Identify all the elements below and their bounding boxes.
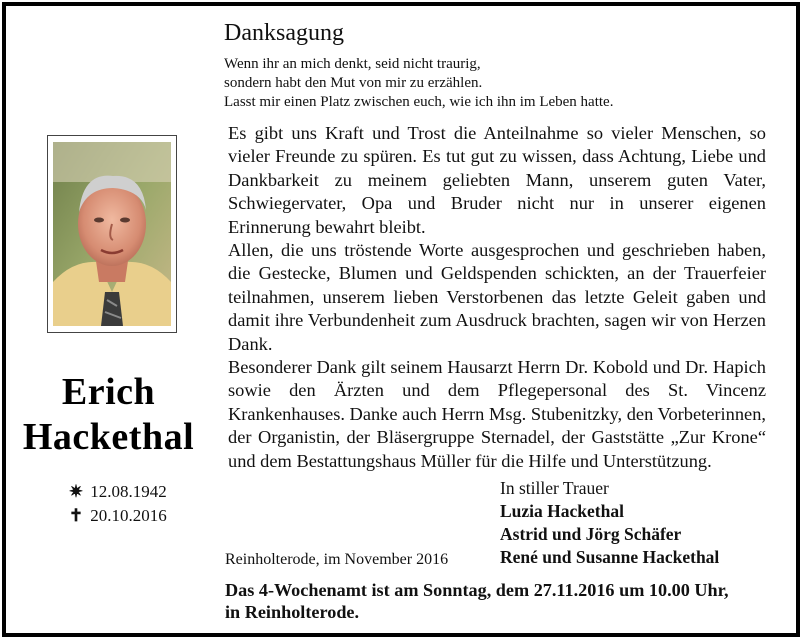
- star-birth-icon: ✷: [68, 482, 84, 501]
- mourner-name: Luzia Hackethal: [500, 501, 624, 521]
- cross-death-icon: ✝: [68, 506, 84, 525]
- mourners: [500, 477, 719, 569]
- paragraph: Es gibt uns Kraft und Trost die Anteilnahme so vieler Menschen, so vieler Freunde zu spüren. Es tut gut zu wissen, dass Achtung, Liebe und Dankbarkeit zu meinem geliebten Mann, unserem guten Vater, Schwiegervater, Opa und Bruder nicht nur in unserer eigenen Erinnerung bewahrt bleibt.: [228, 123, 766, 237]
- notice-line: Das 4-Wochenamt ist am Sonntag, dem 27.11.2016 um 10.00 Uhr,: [225, 580, 729, 600]
- death-row: [66, 504, 167, 528]
- paragraph: Besonderer Dank gilt seinem Hausarzt Herrn Dr. Kobold und Dr. Hapich sowie den Ärzten und dem Pflegepersonal des St. Vincenz Krankenhauses. Danke auch Herrn Msg. Stubenitzky, den Vorbeterinnen, der Organistin, der Bläsergruppe Sternadel, der Gaststätte „Zur Krone“ und dem Bestattungshaus Müller für die Hilfe und Unterstützung.: [228, 357, 766, 471]
- birth-row: [66, 480, 167, 504]
- left-column: [6, 6, 211, 631]
- service-notice: [225, 579, 785, 623]
- poem-line: sondern habt den Mut von mir zu erzählen.: [224, 75, 483, 91]
- life-dates: [66, 480, 167, 528]
- death-date: 20.10.2016: [90, 506, 167, 525]
- paragraph: Allen, die uns tröstende Worte ausgesprochen und geschrieben haben, die Gestecke, Blumen und Geldspenden schickten, an der Trauerfeier teilnahmen, unserem lieben Verstorbenen das letzte Geleit gaben und damit ihre Verbundenheit zum Ausdruck brachten, sagen wir von Herzen Dank.: [228, 240, 766, 354]
- portrait-frame: [47, 135, 177, 333]
- deceased-last-name: Hackethal: [22, 416, 195, 458]
- place-date: Reinholterode, im November 2016: [225, 551, 449, 568]
- portrait-photo: [53, 142, 171, 326]
- poem: [224, 55, 613, 112]
- poem-line: Lasst mir einen Platz zwischen euch, wie ich ihn im Leben hatte.: [224, 94, 614, 110]
- mourner-name: René und Susanne Hackethal: [500, 547, 720, 567]
- thanks-text: [228, 122, 766, 473]
- notice-line: in Reinholterode.: [225, 602, 360, 622]
- page-title: Danksagung: [224, 20, 344, 46]
- mourners-intro: In stiller Trauer: [500, 478, 609, 498]
- poem-line: Wenn ihr an mich denkt, seid nicht traurig,: [224, 56, 481, 72]
- mourner-name: Astrid und Jörg Schäfer: [500, 524, 682, 544]
- birth-date: 12.08.1942: [90, 482, 167, 501]
- deceased-first-name: Erich: [61, 371, 156, 413]
